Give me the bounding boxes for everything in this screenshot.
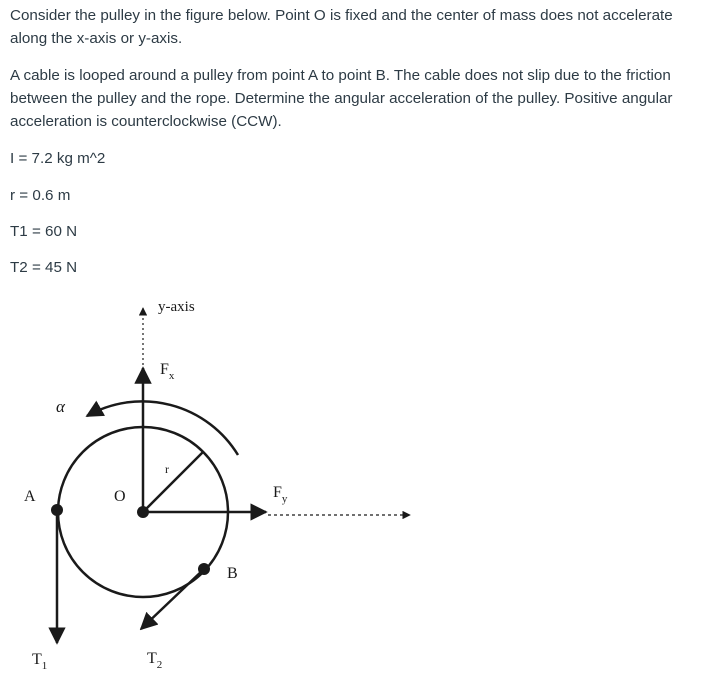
radius-label: r [165, 462, 169, 476]
point-b-label: B [227, 565, 238, 582]
problem-description: A cable is looped around a pulley from point A to point B. The cable does not slip due to the friction between the pulley and the rope. Determine the angular acceleration of the pulley. Positive angular acceleration is counterclockwise (CCW). [10, 67, 673, 130]
given-tension-t2: T2 = 45 N [10, 259, 78, 276]
given-inertia: I = 7.2 kg m^2 [10, 150, 106, 167]
t2-label: $T_2$ [147, 650, 163, 671]
given-tension-t1: T1 = 60 N [10, 223, 78, 240]
y-axis-label: y-axis [158, 299, 195, 315]
point-o-label: O [114, 488, 126, 505]
fx-label: $F_x$ [160, 361, 175, 382]
center-point-o [137, 506, 149, 518]
t1-label: $T_1$ [32, 651, 48, 672]
t2-tension-arrow [141, 569, 204, 629]
given-radius: r = 0.6 m [10, 187, 71, 204]
problem-intro: Consider the pulley in the figure below. Point O is fixed and the center of mass does not accelerate along the x-axis or y-axis. [10, 7, 673, 47]
alpha-label: α [56, 397, 65, 416]
radius-line [143, 452, 203, 512]
fy-label: $F_y$ [273, 484, 288, 505]
point-a-label: A [24, 488, 36, 505]
